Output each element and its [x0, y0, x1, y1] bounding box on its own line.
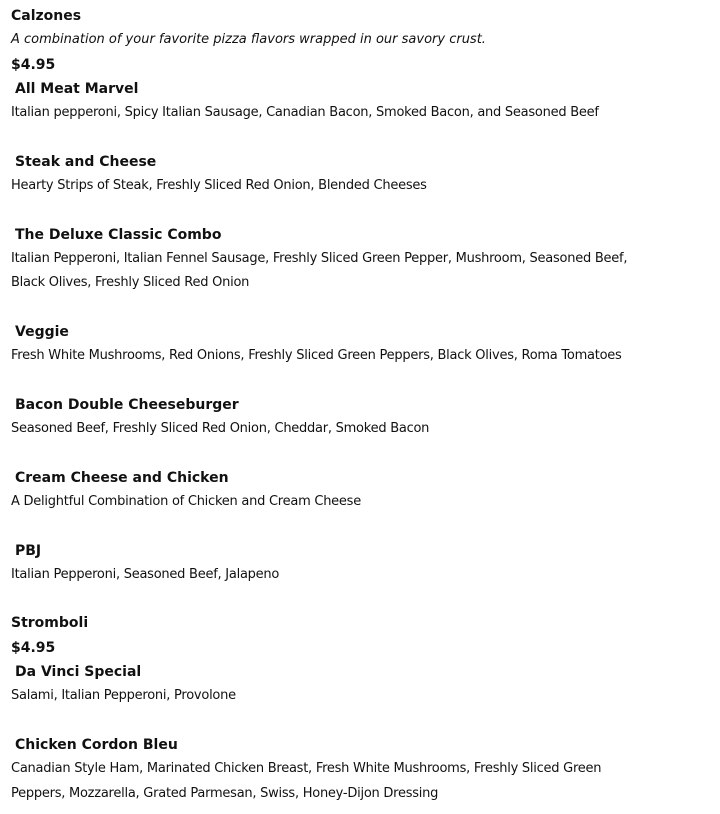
- menu-section: [11, 4, 720, 611]
- spacer: [11, 514, 720, 538]
- item-description: Seasoned Beef, Freshly Sliced Red Onion, Cheddar, Smoked Bacon: [11, 421, 430, 437]
- item-description: Canadian Style Ham, Marinated Chicken Breast, Fresh White Mushrooms, Freshly Sliced Green: [11, 761, 602, 777]
- item-description: Hearty Strips of Steak, Freshly Sliced Red Onion, Blended Cheeses: [11, 178, 427, 194]
- item-name: The Deluxe Classic Combo: [15, 226, 222, 243]
- spacer: [11, 198, 720, 222]
- item-description: Italian Pepperoni, Italian Fennel Sausage, Freshly Sliced Green Pepper, Mushroom, Seasoned Beef,: [11, 250, 628, 266]
- menu-item: [11, 466, 720, 515]
- section-intro: A combination of your favorite pizza flavors wrapped in our savory crust.: [11, 32, 486, 48]
- spacer: [11, 296, 720, 320]
- menu-item: [11, 223, 720, 296]
- spacer: [11, 587, 720, 611]
- menu-item: [11, 320, 720, 369]
- spacer: [11, 125, 720, 149]
- item-description: Peppers, Mozzarella, Grated Parmesan, Swiss, Honey-Dijon Dressing: [11, 785, 439, 801]
- menu-item: [11, 539, 720, 588]
- item-name: Cream Cheese and Chicken: [15, 469, 229, 486]
- spacer: [11, 709, 720, 733]
- item-description: Italian pepperoni, Spicy Italian Sausage, Canadian Bacon, Smoked Bacon, and Seasoned Beef: [11, 105, 599, 121]
- item-name: Da Vinci Special: [15, 664, 142, 681]
- item-name: All Meat Marvel: [15, 80, 139, 97]
- menu-item: [11, 150, 720, 199]
- item-description: Italian Pepperoni, Seasoned Beef, Jalapeno: [11, 566, 280, 582]
- section-price: $4.95: [11, 56, 56, 73]
- menu-item: [11, 393, 720, 442]
- item-name: Veggie: [15, 323, 69, 340]
- menu-item: [11, 77, 720, 126]
- item-name: Chicken Cordon Bleu: [15, 736, 178, 753]
- section-title: Stromboli: [11, 615, 89, 632]
- item-name: Steak and Cheese: [15, 153, 157, 170]
- item-description: Salami, Italian Pepperoni, Provolone: [11, 688, 236, 704]
- spacer: [11, 368, 720, 392]
- spacer: [11, 441, 720, 465]
- section-price: $4.95: [11, 639, 56, 656]
- item-name: PBJ: [15, 542, 42, 559]
- item-description: Fresh White Mushrooms, Red Onions, Freshly Sliced Green Peppers, Black Olives, Roma Tomatoes: [11, 348, 622, 364]
- item-description: Black Olives, Freshly Sliced Red Onion: [11, 275, 250, 291]
- item-name: Bacon Double Cheeseburger: [15, 396, 239, 413]
- item-description: A Delightful Combination of Chicken and Cream Cheese: [11, 493, 361, 509]
- menu-item: [11, 660, 720, 709]
- menu-item: [11, 733, 720, 806]
- menu-section: [11, 611, 720, 805]
- section-title: Calzones: [11, 8, 82, 24]
